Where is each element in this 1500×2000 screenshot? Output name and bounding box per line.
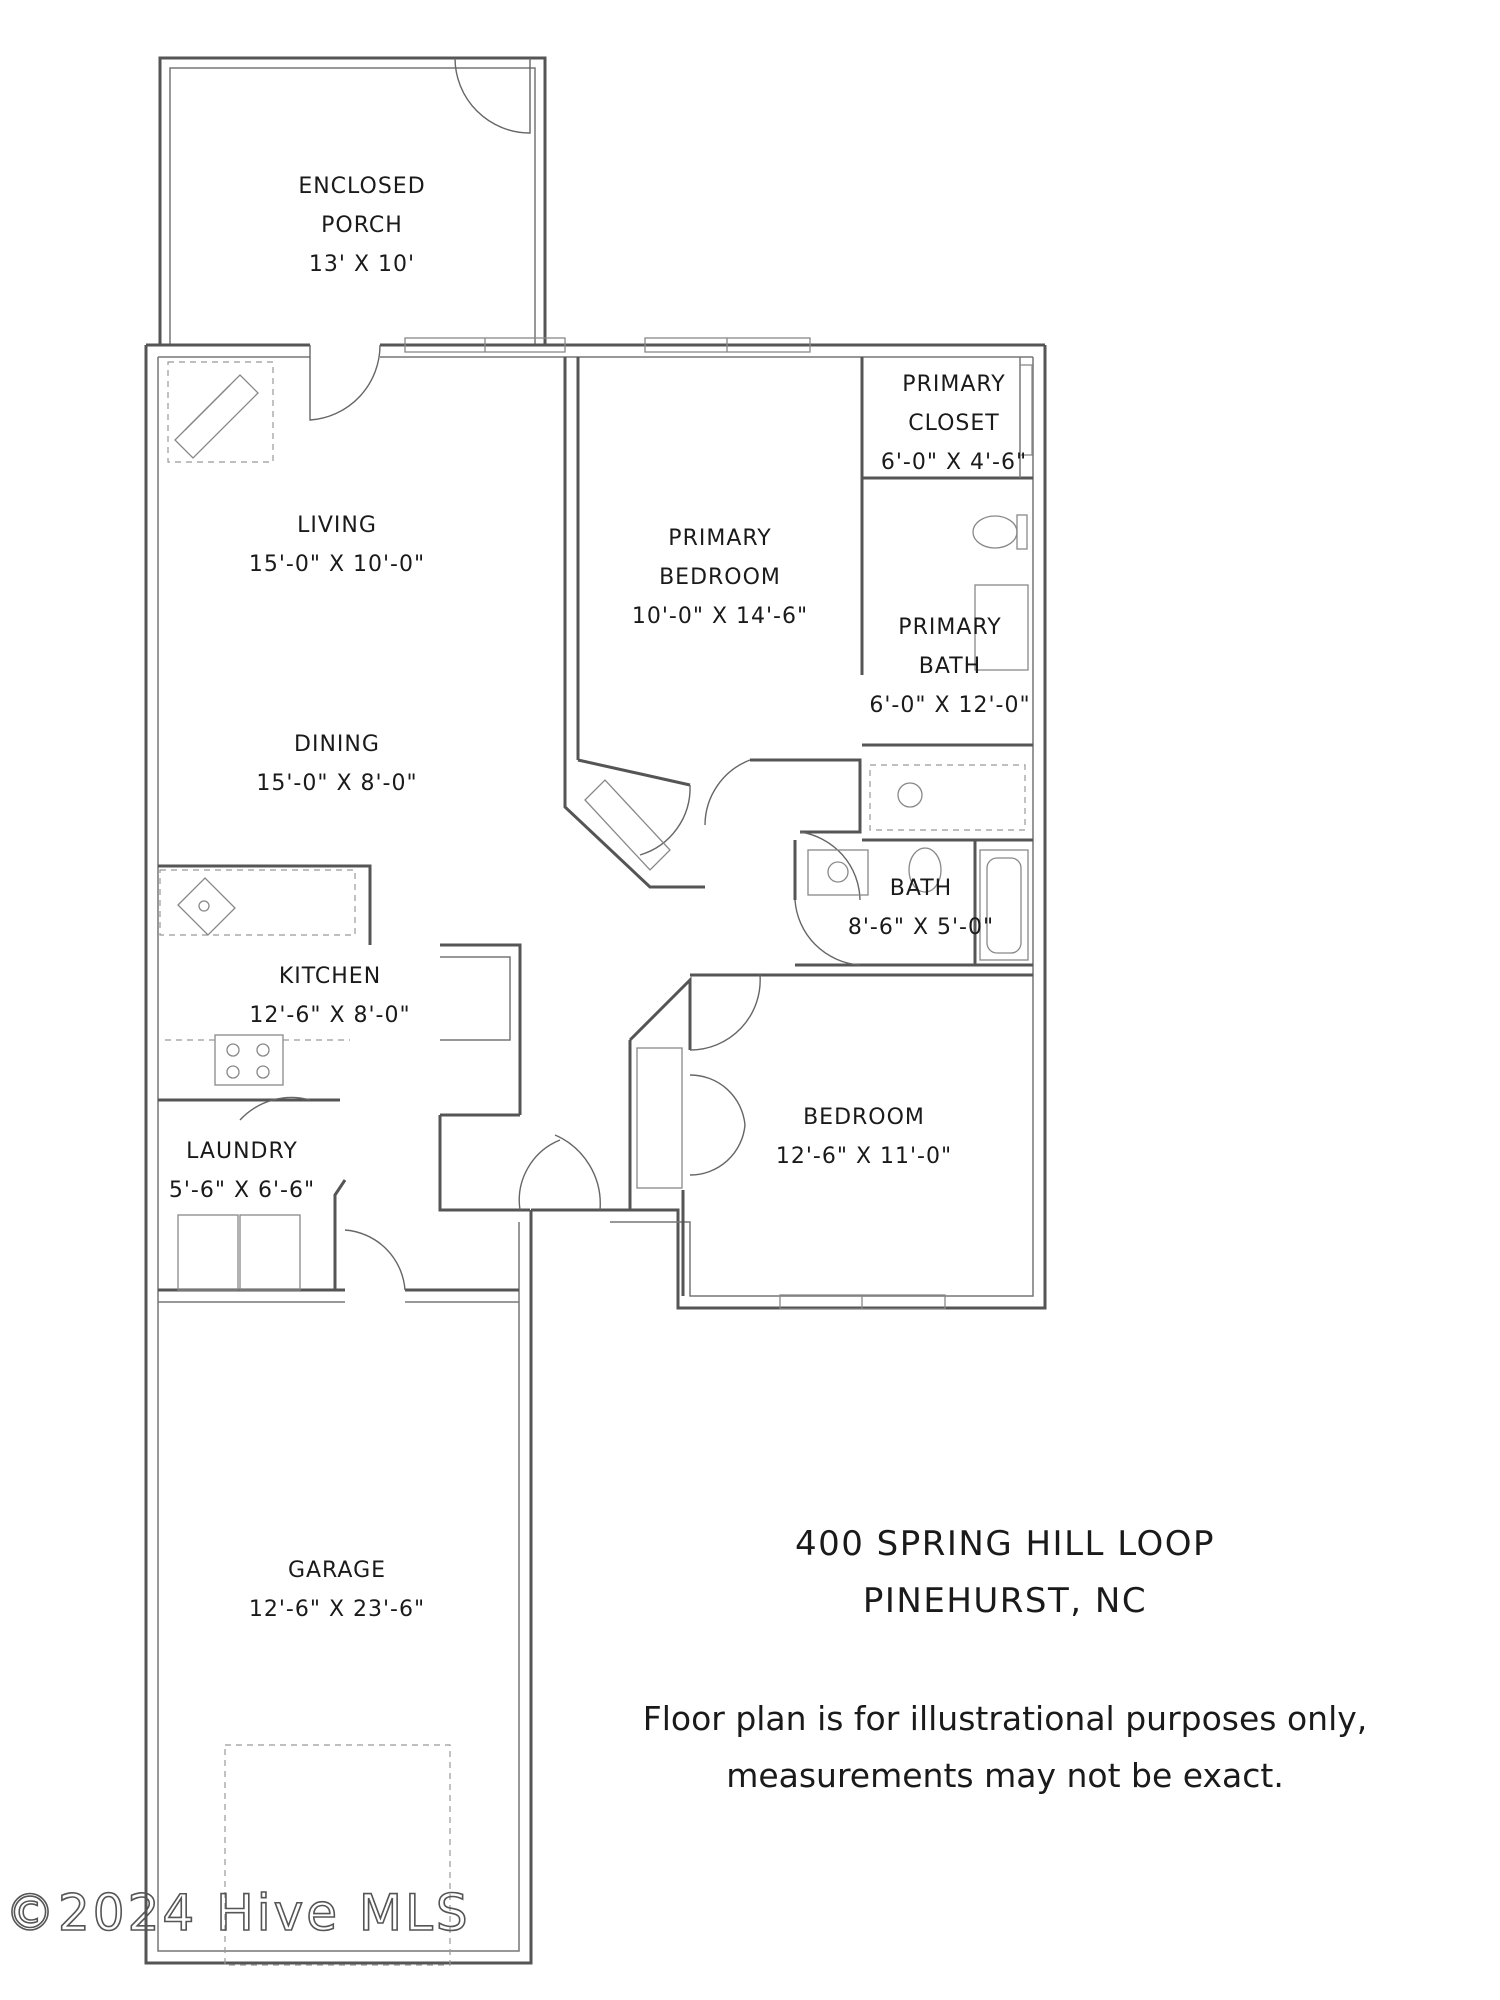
bedroom-name: BEDROOM <box>803 1105 925 1130</box>
porch-line2: PORCH <box>321 213 403 238</box>
laundry-size: 5'-6" X 6'-6" <box>168 1178 316 1203</box>
primary-closet-size: 6'-0" X 4'-6" <box>880 450 1028 475</box>
porch-line1: ENCLOSED <box>298 174 426 199</box>
primary-bath-size: 6'-0" X 12'-0" <box>869 693 1031 718</box>
primary-closet-line1: PRIMARY <box>902 372 1006 397</box>
primary-bedroom-size: 10'-0" X 14'-6" <box>631 604 809 629</box>
disclaimer-line1: Floor plan is for illustrational purposes only, <box>642 1699 1368 1738</box>
address-line1: 400 SPRING HILL LOOP <box>794 1524 1216 1564</box>
primary-bedroom-line2: BEDROOM <box>659 565 781 590</box>
living-size: 15'-0" X 10'-0" <box>248 552 426 577</box>
bath-size: 8'-6" X 5'-0" <box>847 915 995 940</box>
dining-name: DINING <box>294 732 380 757</box>
primary-bath-line1: PRIMARY <box>898 615 1002 640</box>
room-labels <box>169 174 1031 1622</box>
living-name: LIVING <box>297 513 377 538</box>
kitchen-name: KITCHEN <box>278 964 382 989</box>
primary-closet-line2: CLOSET <box>908 411 1000 436</box>
watermark: ©2024 Hive MLS <box>5 1884 471 1942</box>
bedroom-size: 12'-6" X 11'-0" <box>775 1144 953 1169</box>
garage-name: GARAGE <box>287 1558 387 1583</box>
caption <box>643 1524 1368 1795</box>
primary-bedroom-line1: PRIMARY <box>668 526 772 551</box>
address-line2: PINEHURST, NC <box>862 1581 1148 1621</box>
laundry-name: LAUNDRY <box>186 1139 298 1164</box>
disclaimer-line2: measurements may not be exact. <box>726 1756 1284 1795</box>
bath-name: BATH <box>889 876 953 901</box>
primary-bath-line2: BATH <box>918 654 982 679</box>
kitchen-size: 12'-6" X 8'-0" <box>249 1003 411 1028</box>
doors <box>240 58 860 1290</box>
dining-size: 15'-0" X 8'-0" <box>256 771 418 796</box>
garage-size: 12'-6" X 23'-6" <box>248 1597 426 1622</box>
porch-size: 13' X 10' <box>308 252 416 277</box>
